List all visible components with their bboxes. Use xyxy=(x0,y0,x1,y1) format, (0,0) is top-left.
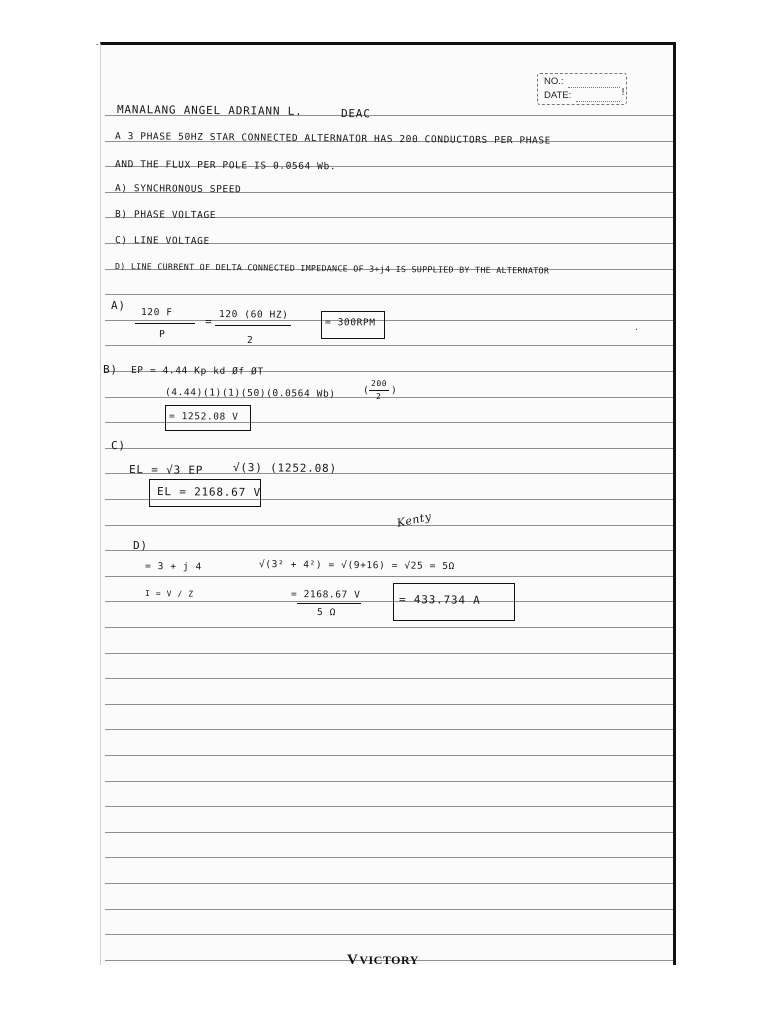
no-line xyxy=(568,87,620,88)
signature: Kenty xyxy=(395,509,433,530)
solution-d-magnitude: √(3² + 4²) = √(9+16) = √25 = 5Ω xyxy=(258,559,455,573)
ruled-line xyxy=(105,704,673,705)
ruled-line xyxy=(105,755,673,756)
problem-part-a: A) SYNCHRONOUS SPEED xyxy=(114,183,242,196)
fraction-bar xyxy=(297,603,361,604)
solution-d-label: D) xyxy=(132,539,148,553)
stray-mark: - xyxy=(96,40,99,49)
ruled-line xyxy=(105,909,673,910)
ruled-line xyxy=(105,320,673,321)
stray-mark: · xyxy=(635,325,639,336)
solution-b-factor-den: 2 xyxy=(375,392,382,402)
date-line xyxy=(576,101,620,102)
problem-line-2: AND THE FLUX PER POLE IS 0.0564 Wb. xyxy=(114,159,337,173)
solution-b-label: B) xyxy=(102,363,118,377)
solution-a-num2: 120 (60 HZ) xyxy=(218,309,289,321)
ruled-line xyxy=(105,525,673,526)
problem-part-c: C) LINE VOLTAGE xyxy=(114,235,210,247)
ruled-line xyxy=(105,857,673,858)
no-label: NO.: xyxy=(544,76,564,87)
brand-logo xyxy=(347,952,419,969)
solution-b-answer: = 1252.08 V xyxy=(168,411,239,423)
solution-d-impedance: = 3 + j 4 xyxy=(144,561,202,573)
problem-line-1: A 3 PHASE 50HZ STAR CONNECTED ALTERNATOR HAS 200 CONDUCTORS PER PHASE xyxy=(114,131,552,147)
problem-part-d: D) LINE CURRENT OF DELTA CONNECTED IMPEDANCE OF 3+j4 IS SUPPLIED BY THE ALTERNATOR xyxy=(114,261,550,276)
solution-c-answer: EL = 2168.67 V xyxy=(156,485,261,500)
paren-open: ( xyxy=(362,385,370,397)
solution-a-eq: = xyxy=(204,315,213,329)
ruled-line xyxy=(105,934,673,935)
solution-d-current-den: 5 Ω xyxy=(316,607,337,619)
student-name: MANALANG ANGEL ADRIANN L. xyxy=(116,103,303,118)
solution-a-label: A) xyxy=(110,299,126,313)
ruled-line xyxy=(105,576,673,577)
paren-close: ) xyxy=(390,385,398,397)
solution-b-substitution: (4.44)(1)(1)(50)(0.0564 Wb) xyxy=(164,387,336,400)
solution-d-current-formula: I = V / Z xyxy=(144,589,194,599)
brand-text: VICTORY xyxy=(359,953,419,967)
solution-a-num1: 120 F xyxy=(140,307,173,319)
ruled-line xyxy=(105,806,673,807)
fraction-bar xyxy=(215,325,291,326)
ruled-line xyxy=(105,345,673,346)
solution-d-answer: = 433.734 A xyxy=(398,593,481,607)
student-section: DEAC xyxy=(340,107,371,121)
solution-a-den1: P xyxy=(158,329,166,341)
date-label: DATE: xyxy=(544,90,572,101)
stray-mark: ! xyxy=(621,87,626,98)
solution-b-formula: EP = 4.44 Kp kd Øf ØT xyxy=(130,365,264,378)
brand-mark-icon: V xyxy=(347,952,359,968)
solution-c-label: C) xyxy=(110,439,126,453)
ruled-line xyxy=(105,883,673,884)
ruled-line xyxy=(105,678,673,679)
problem-part-b: B) PHASE VOLTAGE xyxy=(114,209,217,222)
ruled-line xyxy=(105,448,673,449)
ruled-line xyxy=(105,832,673,833)
ruled-line xyxy=(105,294,673,295)
fraction-bar xyxy=(135,323,195,324)
ruled-line xyxy=(105,781,673,782)
notebook-page xyxy=(100,42,676,968)
ruled-line xyxy=(105,550,673,551)
ruled-line xyxy=(105,601,673,602)
solution-a-den2: 2 xyxy=(246,335,254,347)
solution-c-formula: EL = √3 EP xyxy=(128,463,204,477)
no-date-box xyxy=(537,73,627,105)
ruled-line xyxy=(105,627,673,628)
solution-a-answer: = 300RPM xyxy=(324,317,376,329)
ruled-line xyxy=(105,729,673,730)
solution-b-factor-num: 200 xyxy=(370,379,388,389)
solution-d-current-num: = 2168.67 V xyxy=(290,589,361,601)
ruled-line xyxy=(105,653,673,654)
solution-c-substitution: √(3) (1252.08) xyxy=(232,461,337,476)
fraction-bar xyxy=(369,390,389,391)
